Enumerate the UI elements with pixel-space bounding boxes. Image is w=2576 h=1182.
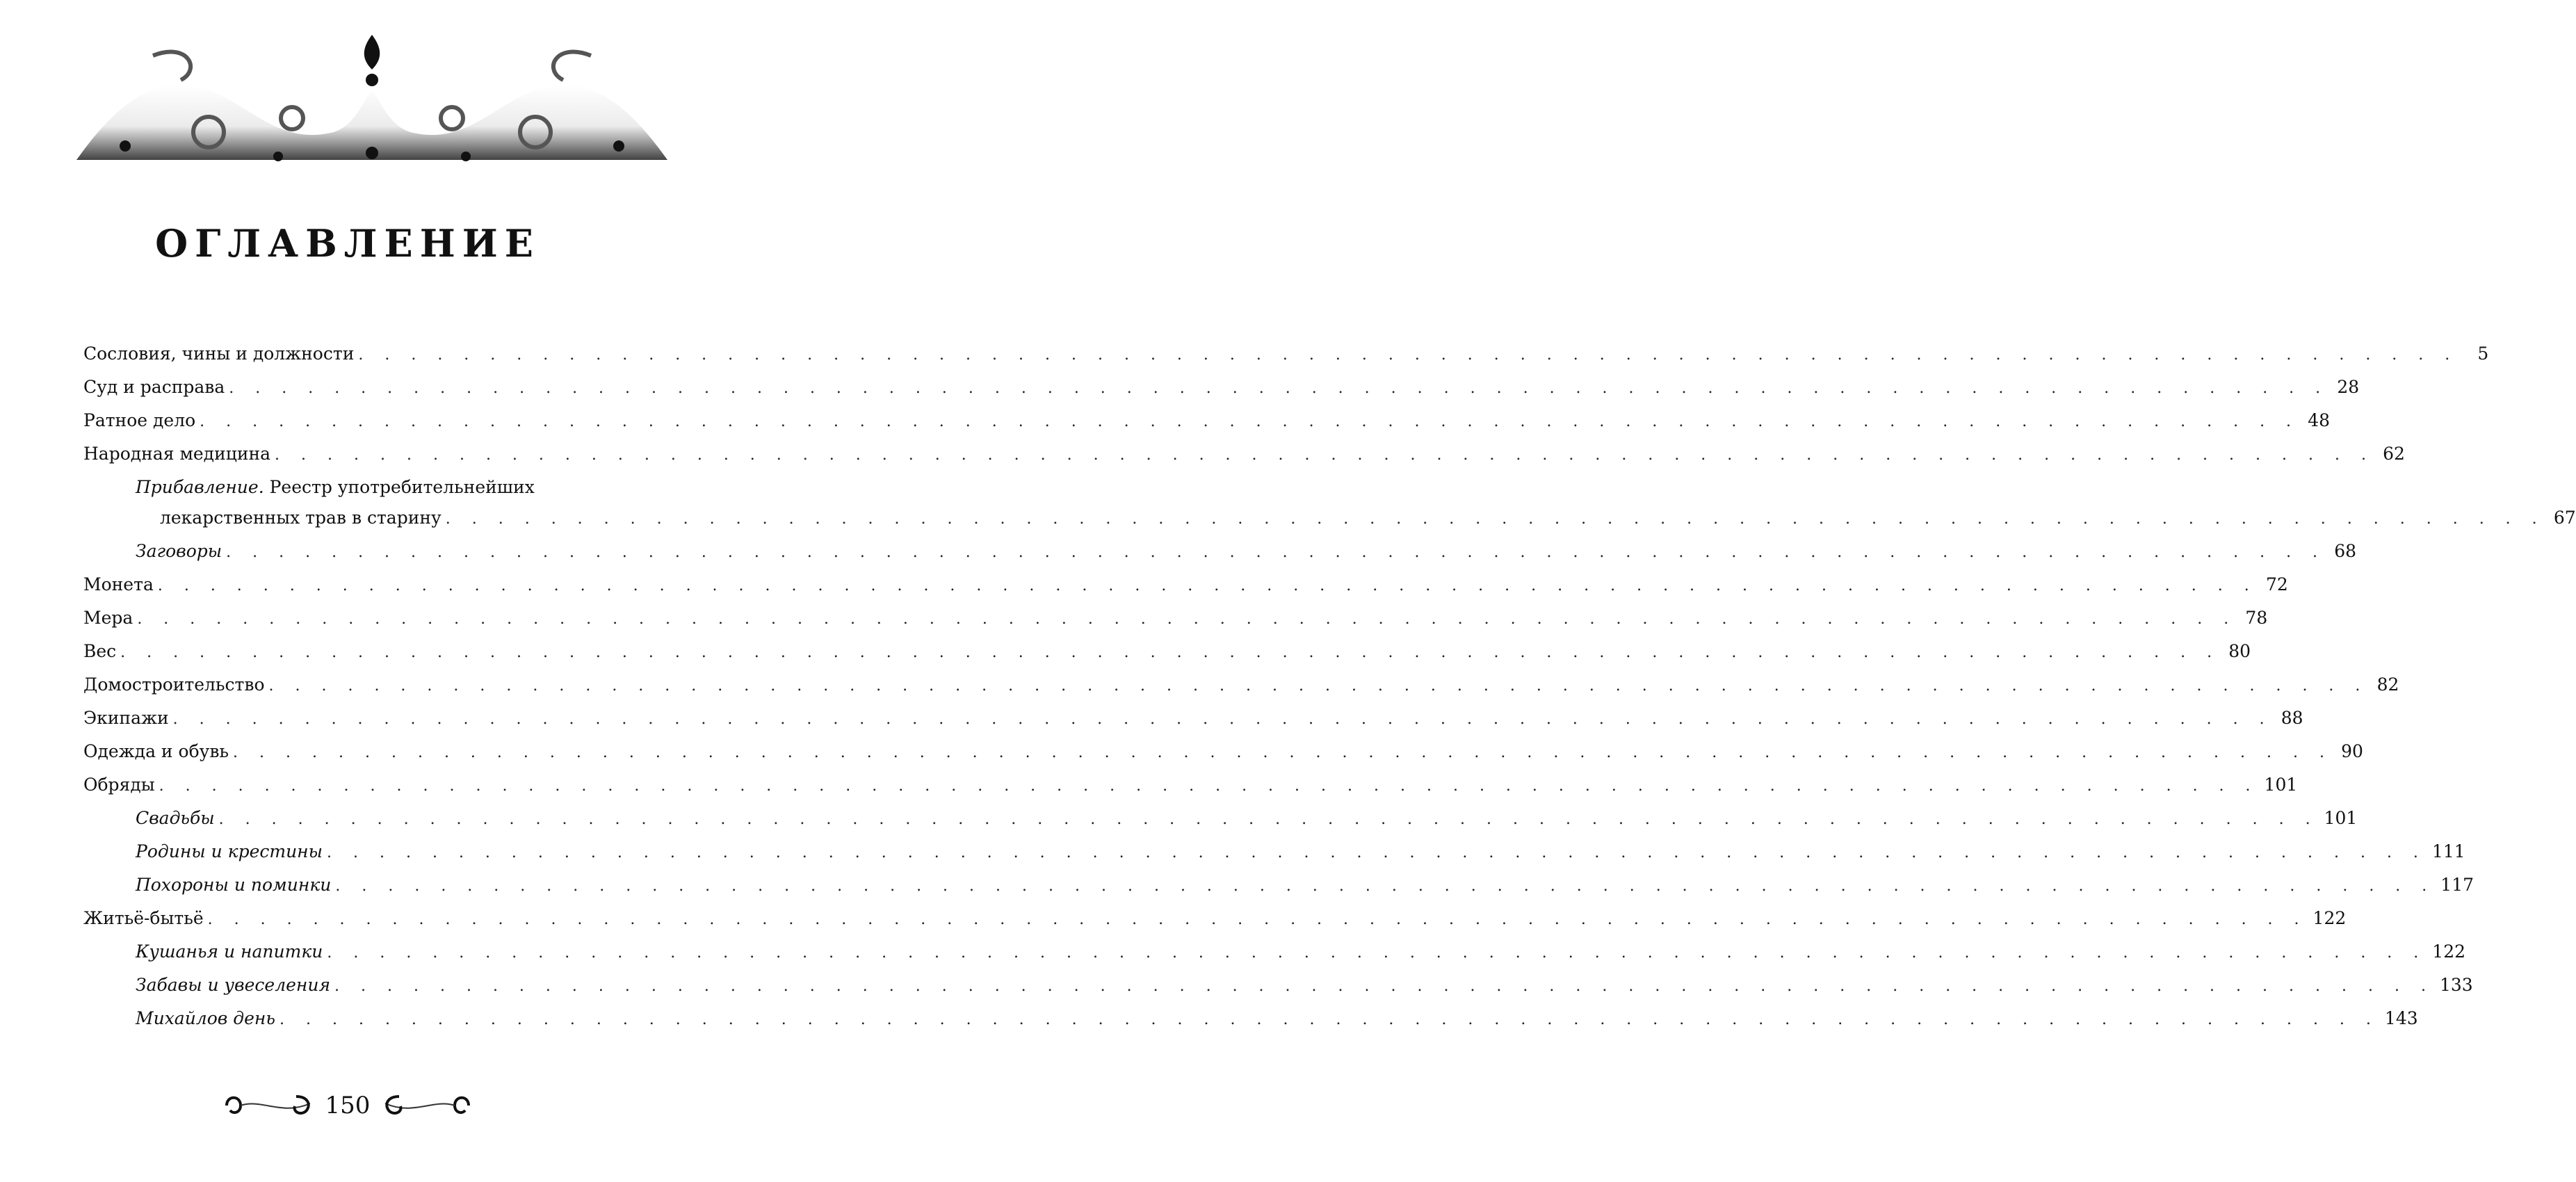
toc-entry-page: 62 [2383,444,2405,464]
toc-entry-page: 80 [2228,641,2251,661]
dot-leader: . . . . . . . . . . . . . . . . . . . . . . . . . . . . . . . . . . . . . . . . . . . . . . . . . . . . . . . . . . . . . . . . . . . . . . . . . . . . . . . . [358,346,2458,364]
toc-entry-page: 117 [2440,875,2474,895]
toc-entry-page: 111 [2431,841,2465,861]
toc-entry-page: 72 [2265,574,2288,594]
toc-entry [83,501,2576,535]
toc-entry-title-text: Реестр употребительнейших [264,477,535,497]
toc-entry-page: 122 [2312,908,2347,928]
toc-entry-title-italic: Родины и крестины [136,841,323,861]
dot-leader: . . . . . . . . . . . . . . . . . . . . . . . . . . . . . . . . . . . . . . . . . . . . . . . . . . . . . . . . . . . . . . . . . . . . . . . . . . . . . . . . [280,1011,2379,1028]
toc-entry [83,969,2473,1002]
toc-entry-title [83,371,229,404]
toc-entry-title [136,868,335,902]
toc-entry [83,735,2363,768]
toc-entry-title [83,635,120,668]
toc-entry-title [83,735,233,768]
dot-leader: . . . . . . . . . . . . . . . . . . . . . . . . . . . . . . . . . . . . . . . . . . . . . . . . . . . . . . . . . . . . . . . . . . . . . . . . . . . . . . . . [207,911,2308,928]
dot-leader: . . . . . . . . . . . . . . . . . . . . . . . . . . . . . . . . . . . . . . . . . . . . . . . . . . . . . . . . . . . . . . . . . . . . . . . . . . . . . . . . [218,811,2319,828]
toc-entry-title [136,1002,280,1035]
dot-leader: . . . . . . . . . . . . . . . . . . . . . . . . . . . . . . . . . . . . . . . . . . . . . . . . . . . . . . . . . . . . . . . . . . . . . . . . . . . . . . . . [157,577,2258,594]
toc-entry-page: 48 [2308,410,2331,430]
toc-entry-title-text: Сословия, чины и должности [83,343,355,364]
toc-entry [83,835,2465,868]
toc-entry-title-italic: Заговоры [136,541,222,561]
toc-entry-title-text: Обряды [83,775,155,795]
toc-entry-title-text: Вес [83,641,117,661]
dot-leader: . . . . . . . . . . . . . . . . . . . . . . . . . . . . . . . . . . . . . . . . . . . . . . . . . . . . . . . . . . . . . . . . . . . . . . . . . . . . . . . . [335,877,2436,895]
toc-entry-title [83,601,137,635]
dot-leader: . . . . . . . . . . . . . . . . . . . . . . . . . . . . . . . . . . . . . . . . . . . . . . . . . . . . . . . . . . . . . . . . . . . . . . . . . . . . . . . . [226,544,2326,561]
toc-entry-title [83,768,159,802]
toc-entry-title [136,471,539,504]
toc-entry-title [83,668,269,702]
toc-entry [83,635,2251,668]
floral-ornament-icon [70,28,674,167]
dot-leader: . . . . . . . . . . . . . . . . . . . . . . . . . . . . . . . . . . . . . . . . . . . . . . . . . . . . . . . . . . . . . . . . . . . . . . . . . . . . . . . . [327,844,2427,861]
toc-entry-title [83,568,158,601]
toc-entry-title [160,501,446,535]
toc-entry-title-text: Мера [83,608,133,628]
toc-entry-page: 5 [2477,343,2489,364]
toc-entry [83,868,2474,902]
dot-leader: . . . . . . . . . . . . . . . . . . . . . . . . . . . . . . . . . . . . . . . . . . . . . . . . . . . . . . . . . . . . . . . . . . . . . . . . . . . . . . . . [327,944,2427,962]
toc-entry-page: 88 [2281,708,2303,728]
toc-entry-title-text: Суд и расправа [83,377,225,397]
toc-entry [83,535,2357,568]
toc-entry-title-italic: Михайлов день [136,1008,275,1028]
toc-entry [83,768,2298,802]
toc-entry-title [83,337,358,371]
toc-entry-title-italic: Похороны и поминки [136,875,332,895]
toc-entry [83,1002,2418,1035]
toc-entry-title [83,902,208,935]
toc-entry-page: 122 [2432,941,2466,962]
dot-leader: . . . . . . . . . . . . . . . . . . . . . . . . . . . . . . . . . . . . . . . . . . . . . . . . . . . . . . . . . . . . . . . . . . . . . . . . . . . . . . . . [137,610,2237,628]
toc-entry-page: 143 [2384,1008,2418,1028]
toc-entry [83,371,2360,404]
toc-entry-title [83,702,173,735]
toc-entry-title-italic: Кушанья и напитки [136,941,323,962]
toc-entry-page: 28 [2337,377,2360,397]
toc-entry [83,437,2405,471]
toc-entry [83,337,2489,371]
toc-entry-title [136,535,226,568]
dot-leader: . . . . . . . . . . . . . . . . . . . . . . . . . . . . . . . . . . . . . . . . . . . . . . . . . . . . . . . . . . . . . . . . . . . . . . . . . . . . . . . . [275,446,2374,464]
page-title: ОГЛАВЛЕНИЕ [155,221,540,266]
toc-entry-title-text: Ратное дело [83,410,196,430]
toc-entry-page: 133 [2439,975,2473,995]
toc-entry-page: 101 [2324,808,2358,828]
dot-leader: . . . . . . . . . . . . . . . . . . . . . . . . . . . . . . . . . . . . . . . . . . . . . . . . . . . . . . . . . . . . . . . . . . . . . . . . . . . . . . . . [268,677,2369,695]
toc-entry-page: 82 [2376,674,2399,695]
toc-entry [83,404,2331,437]
toc-entry [83,568,2288,601]
dot-leader: . . . . . . . . . . . . . . . . . . . . . . . . . . . . . . . . . . . . . . . . . . . . . . . . . . . . . . . . . . . . . . . . . . . . . . . . . . . . . . . . [445,510,2545,528]
toc-entry-page: 101 [2264,775,2298,795]
toc-entry-title [136,835,327,868]
dot-leader: . . . . . . . . . . . . . . . . . . . . . . . . . . . . . . . . . . . . . . . . . . . . . . . . . . . . . . . . . . . . . . . . . . . . . . . . . . . . . . . . [172,711,2273,728]
dot-leader: . . . . . . . . . . . . . . . . . . . . . . . . . . . . . . . . . . . . . . . . . . . . . . . . . . . . . . . . . . . . . . . . . . . . . . . . . . . . . . . . [200,413,2300,430]
toc-entry [83,802,2358,835]
toc-entry-title-italic: Свадьбы [136,808,215,828]
toc-entry [83,471,661,501]
toc-entry-title-italic: Прибавление. [136,477,264,497]
toc-entry-title-text: лекарственных трав в старину [160,508,442,528]
toc-entry-page: 68 [2334,541,2357,561]
toc-entry [83,935,2466,969]
toc-entry-page: 67 [2553,508,2576,528]
toc-entry-title [136,802,219,835]
toc-entry [83,902,2347,935]
dot-leader: . . . . . . . . . . . . . . . . . . . . . . . . . . . . . . . . . . . . . . . . . . . . . . . . . . . . . . . . . . . . . . . . . . . . . . . . . . . . . . . . [233,744,2333,761]
toc-entry-page: 78 [2245,608,2268,628]
toc-entry-title [136,935,327,969]
swirl-right-icon [378,1088,476,1123]
dot-leader: . . . . . . . . . . . . . . . . . . . . . . . . . . . . . . . . . . . . . . . . . . . . . . . . . . . . . . . . . . . . . . . . . . . . . . . . . . . . . . . . [229,380,2329,397]
toc-entry-title-text: Домостроительство [83,674,265,695]
toc-entry [83,668,2399,702]
dot-leader: . . . . . . . . . . . . . . . . . . . . . . . . . . . . . . . . . . . . . . . . . . . . . . . . . . . . . . . . . . . . . . . . . . . . . . . . . . . . . . . . [334,978,2434,995]
toc-entry [83,601,2268,635]
page-number: 150 [325,1092,371,1119]
toc-entry-title-text: Народная медицина [83,444,271,464]
dot-leader: . . . . . . . . . . . . . . . . . . . . . . . . . . . . . . . . . . . . . . . . . . . . . . . . . . . . . . . . . . . . . . . . . . . . . . . . . . . . . . . . [159,777,2259,795]
toc-entry-title [83,404,200,437]
toc-entry-title-italic: Забавы и увеселения [136,975,331,995]
toc-entry-title [83,437,275,471]
toc-entry-title-text: Житьё-бытьё [83,908,204,928]
toc-entry-title-text: Одежда и обувь [83,741,229,761]
toc-entry-title-text: Монета [83,574,154,594]
page-footer [0,1085,695,1126]
toc-entry-title [136,969,334,1002]
toc-entry-title-text: Экипажи [83,708,169,728]
swirl-left-icon [220,1088,317,1123]
table-of-contents [83,337,2576,1035]
toc-entry-page: 90 [2341,741,2363,761]
toc-entry [83,702,2303,735]
dot-leader: . . . . . . . . . . . . . . . . . . . . . . . . . . . . . . . . . . . . . . . . . . . . . . . . . . . . . . . . . . . . . . . . . . . . . . . . . . . . . . . . [120,644,2221,661]
